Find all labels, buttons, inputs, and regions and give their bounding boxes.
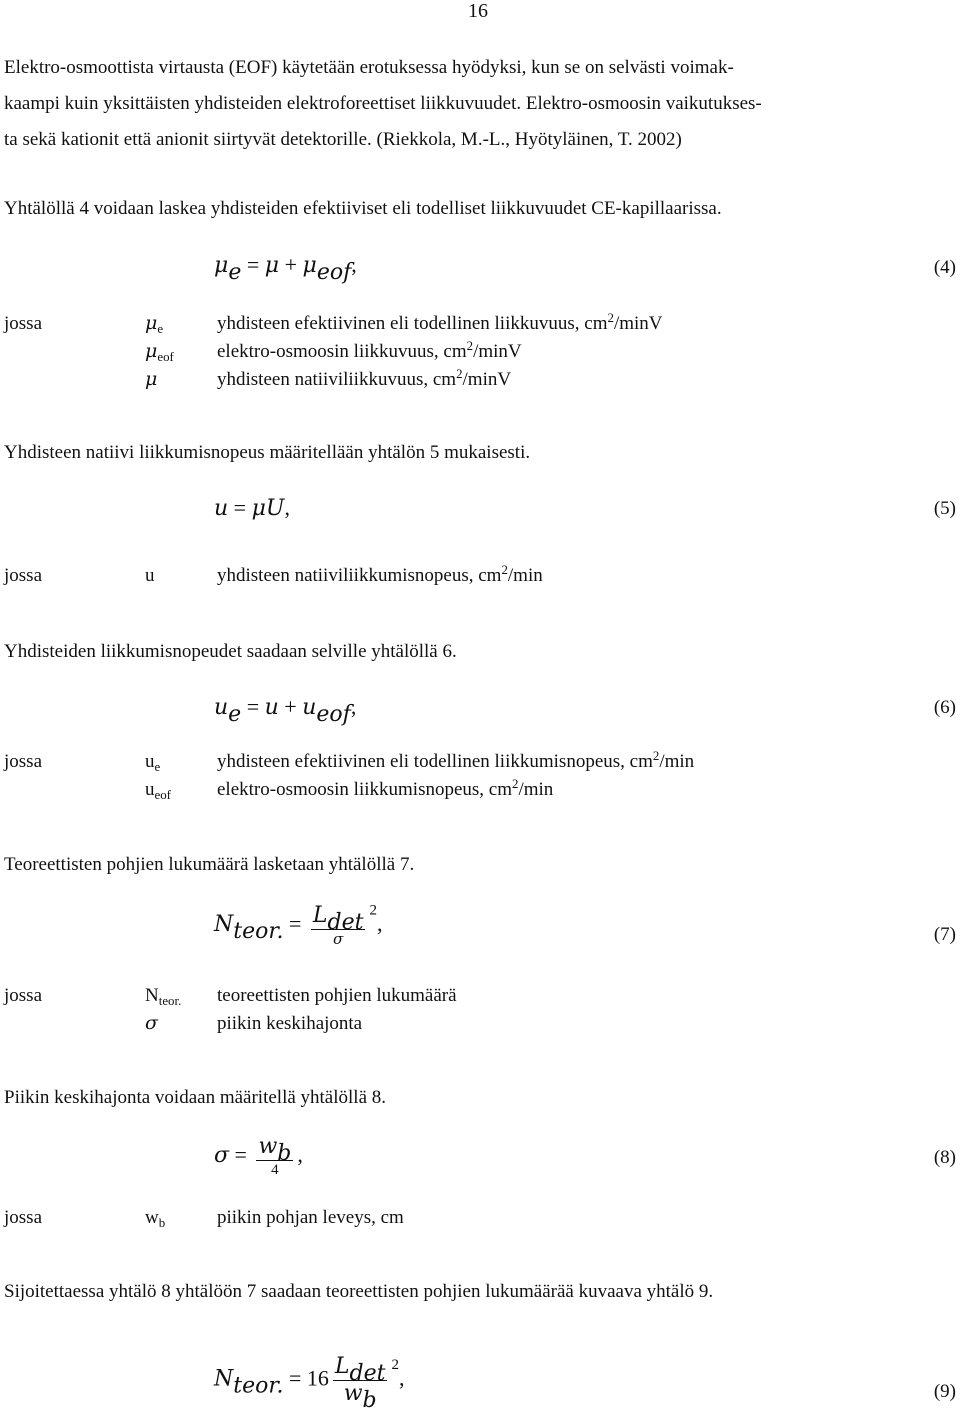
def7-text-1: teoreettisten pohjien lukumäärä bbox=[217, 985, 457, 1006]
def7-symbol-1: $N_{teor.}$ bbox=[145, 985, 182, 1009]
def6-symbol-1: $u_e$ bbox=[145, 751, 161, 775]
def6-symbol-2: $u_{eof}$ bbox=[145, 779, 171, 803]
def6-text-2: elektro-osmoosin liikkumisnopeus, $cm^2/\min$ bbox=[217, 775, 554, 800]
equation-8: σ = $\frac{w_b}{4}$ , bbox=[214, 1134, 309, 1178]
fraction-7: $\frac{L_{det}}{\sigma}$ bbox=[312, 903, 364, 948]
jossa-label-8: jossa bbox=[4, 1207, 42, 1228]
def5-symbol-1: u bbox=[145, 565, 155, 586]
def4-symbol-2: $\mu_{eof}$ bbox=[145, 340, 174, 365]
intro-line-3: ta sekä kationit että anionit siirtyvät detektorille. (Riekkola, M.-L., Hyötyläinen, T. 2002) bbox=[4, 129, 682, 150]
equation-7: $N_{teor.}$ = $\frac{L_{det}}{\sigma}$ $^2$, bbox=[214, 902, 388, 948]
def7-text-2: piikin keskihajonta bbox=[217, 1013, 363, 1034]
def7-symbol-2: σ bbox=[145, 1012, 158, 1034]
def8-symbol-1: $w_b$ bbox=[145, 1207, 166, 1231]
equation-7-number: (7) bbox=[933, 924, 956, 945]
def4-text-3: yhdisteen natiiviliikkuvuus, $cm^2$/minV bbox=[217, 365, 512, 390]
jossa-label-6: jossa bbox=[4, 751, 42, 772]
eq7-intro: Teoreettisten pohjien lukumäärä lasketaan yhtälöllä 7. bbox=[4, 854, 415, 875]
def4-symbol-1: $\mu_e$ bbox=[145, 312, 164, 337]
def6-text-1: yhdisteen efektiivinen eli todellinen liikkumisnopeus, $cm^2/\min$ bbox=[217, 747, 695, 772]
equation-9: $N_{teor.} = 16$ $\frac{L_{det}}{w_b}$ $^2$, bbox=[214, 1354, 410, 1414]
equation-8-number: (8) bbox=[933, 1147, 956, 1168]
fraction-9: $\frac{L_{det}}{w_b}$ bbox=[334, 1354, 386, 1414]
equation-5: u = μU, bbox=[214, 495, 296, 521]
fraction-8: $\frac{w_b}{4}$ bbox=[258, 1134, 292, 1178]
jossa-label-4: jossa bbox=[4, 313, 42, 334]
eq5-intro: Yhdisteen natiivi liikkumisnopeus määritellään yhtälön 5 mukaisesti. bbox=[4, 442, 531, 463]
intro-line-1: Elektro-osmoottista virtausta (EOF) käytetään erotuksessa hyödyksi, kun se on selvästi voimak- bbox=[4, 57, 734, 78]
equation-4-number: (4) bbox=[933, 257, 956, 278]
page-number: 16 bbox=[468, 0, 488, 22]
intro-line-2: kaampi kuin yksittäisten yhdisteiden elektroforeettiset liikkuvuudet. Elektro-osmoosin vaikutukses- bbox=[4, 93, 762, 114]
equation-6: $u_e = u + u_{eof}$, bbox=[214, 694, 362, 728]
def4-text-1: yhdisteen efektiivinen eli todellinen liikkuvuus, $cm^2$/minV bbox=[217, 309, 663, 334]
equation-5-number: (5) bbox=[933, 498, 956, 519]
equation-4: $\mu_e = \mu + \mu_{eof}$, bbox=[214, 252, 363, 286]
eq4-intro: Yhtälöllä 4 voidaan laskea yhdisteiden efektiiviset eli todelliset liikkuvuudet CE-kapillaarissa. bbox=[4, 198, 722, 219]
jossa-label-7: jossa bbox=[4, 985, 42, 1006]
jossa-label-5: jossa bbox=[4, 565, 42, 586]
eq8-intro: Piikin keskihajonta voidaan määritellä yhtälöllä 8. bbox=[4, 1087, 387, 1108]
eq6-intro: Yhdisteiden liikkumisnopeudet saadaan selville yhtälöllä 6. bbox=[4, 641, 457, 662]
def4-text-2: elektro-osmoosin liikkuvuus, $cm^2$/minV bbox=[217, 337, 522, 362]
def8-text-1: piikin pohjan leveys, cm bbox=[217, 1207, 404, 1228]
def4-symbol-3: μ bbox=[145, 368, 158, 390]
def5-text-1: yhdisteen natiiviliikkumisnopeus, $cm^2/\min$ bbox=[217, 561, 543, 586]
equation-9-number: (9) bbox=[933, 1381, 956, 1402]
equation-6-number: (6) bbox=[933, 697, 956, 718]
eq9-intro: Sijoitettaessa yhtälö 8 yhtälöön 7 saadaan teoreettisten pohjien lukumäärää kuvaava yhtälö 9. bbox=[4, 1281, 714, 1302]
